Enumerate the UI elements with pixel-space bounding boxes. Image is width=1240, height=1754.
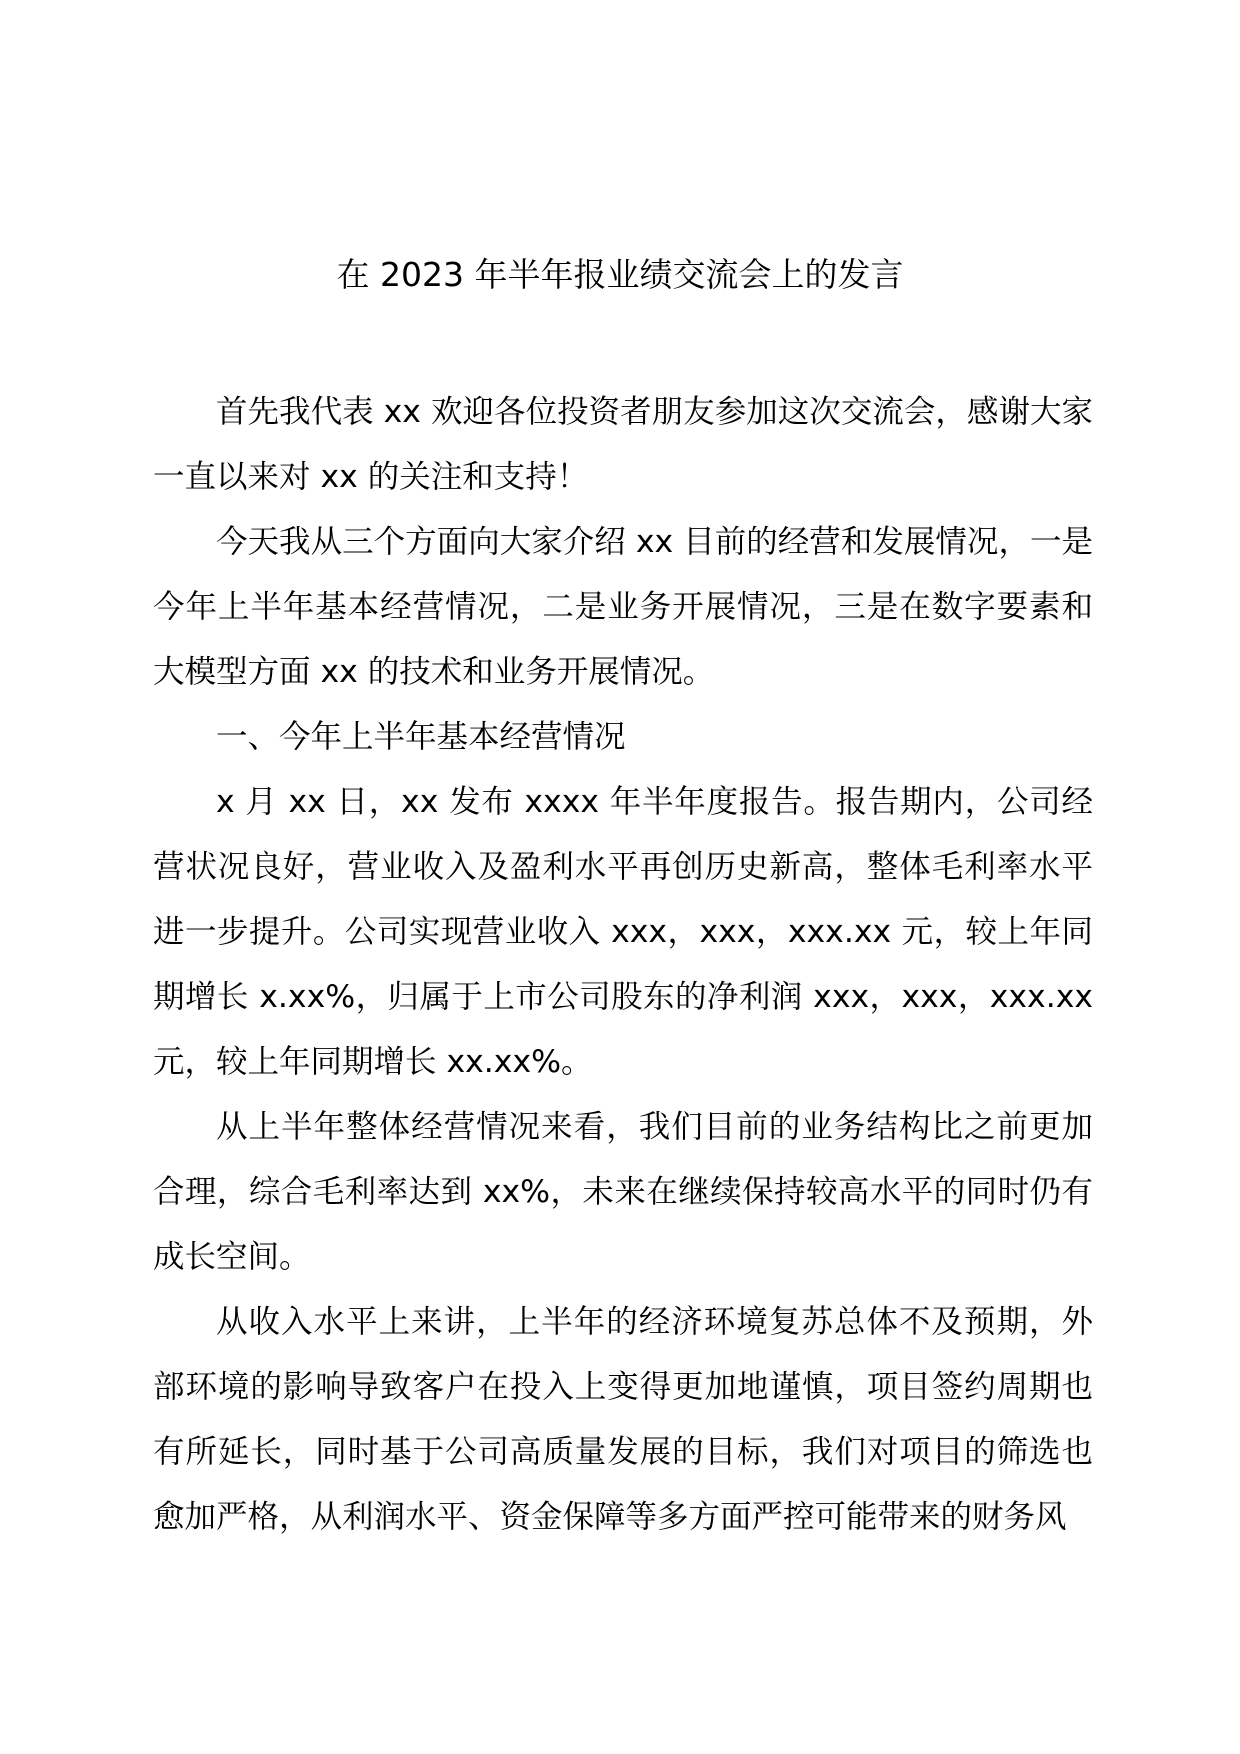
document-body [153,380,1093,1550]
paragraph-report: x 月 xx 日，xx 发布 xxxx 年半年度报告。报告期内，公司经营状况良好，营业收入及盈利水平再创历史新高，整体毛利率水平进一步提升。公司实现营业收入 xxx，xxx，xxx.xx 元，较上年同期增长 x.xx%，归属于上市公司股东的净利润 xxx，xxx，xxx.xx 元，较上年同期增长 xx.xx%。 [153,784,1093,1080]
paragraph-revenue: 从收入水平上来讲，上半年的经济环境复苏总体不及预期，外部环境的影响导致客户在投入上变得更加地谨慎，项目签约周期也有所延长，同时基于公司高质量发展的目标，我们对项目的筛选也愈加严格，从利润水平、资金保障等多方面严控可能带来的财务风 [153,1304,1093,1535]
paragraph-welcome: 首先我代表 xx 欢迎各位投资者朋友参加这次交流会，感谢大家一直以来对 xx 的关注和支持！ [153,394,1093,495]
paragraph-overview: 今天我从三个方面向大家介绍 xx 目前的经营和发展情况，一是今年上半年基本经营情况，二是业务开展情况，三是在数字要素和大模型方面 xx 的技术和业务开展情况。 [153,524,1093,690]
document-title: 在 2023 年半年报业绩交流会上的发言 [336,255,904,294]
paragraph-structure: 从上半年整体经营情况来看，我们目前的业务结构比之前更加合理，综合毛利率达到 xx%，未来在继续保持较高水平的同时仍有成长空间。 [153,1109,1093,1275]
section-heading-1: 一、今年上半年基本经营情况 [216,719,626,755]
